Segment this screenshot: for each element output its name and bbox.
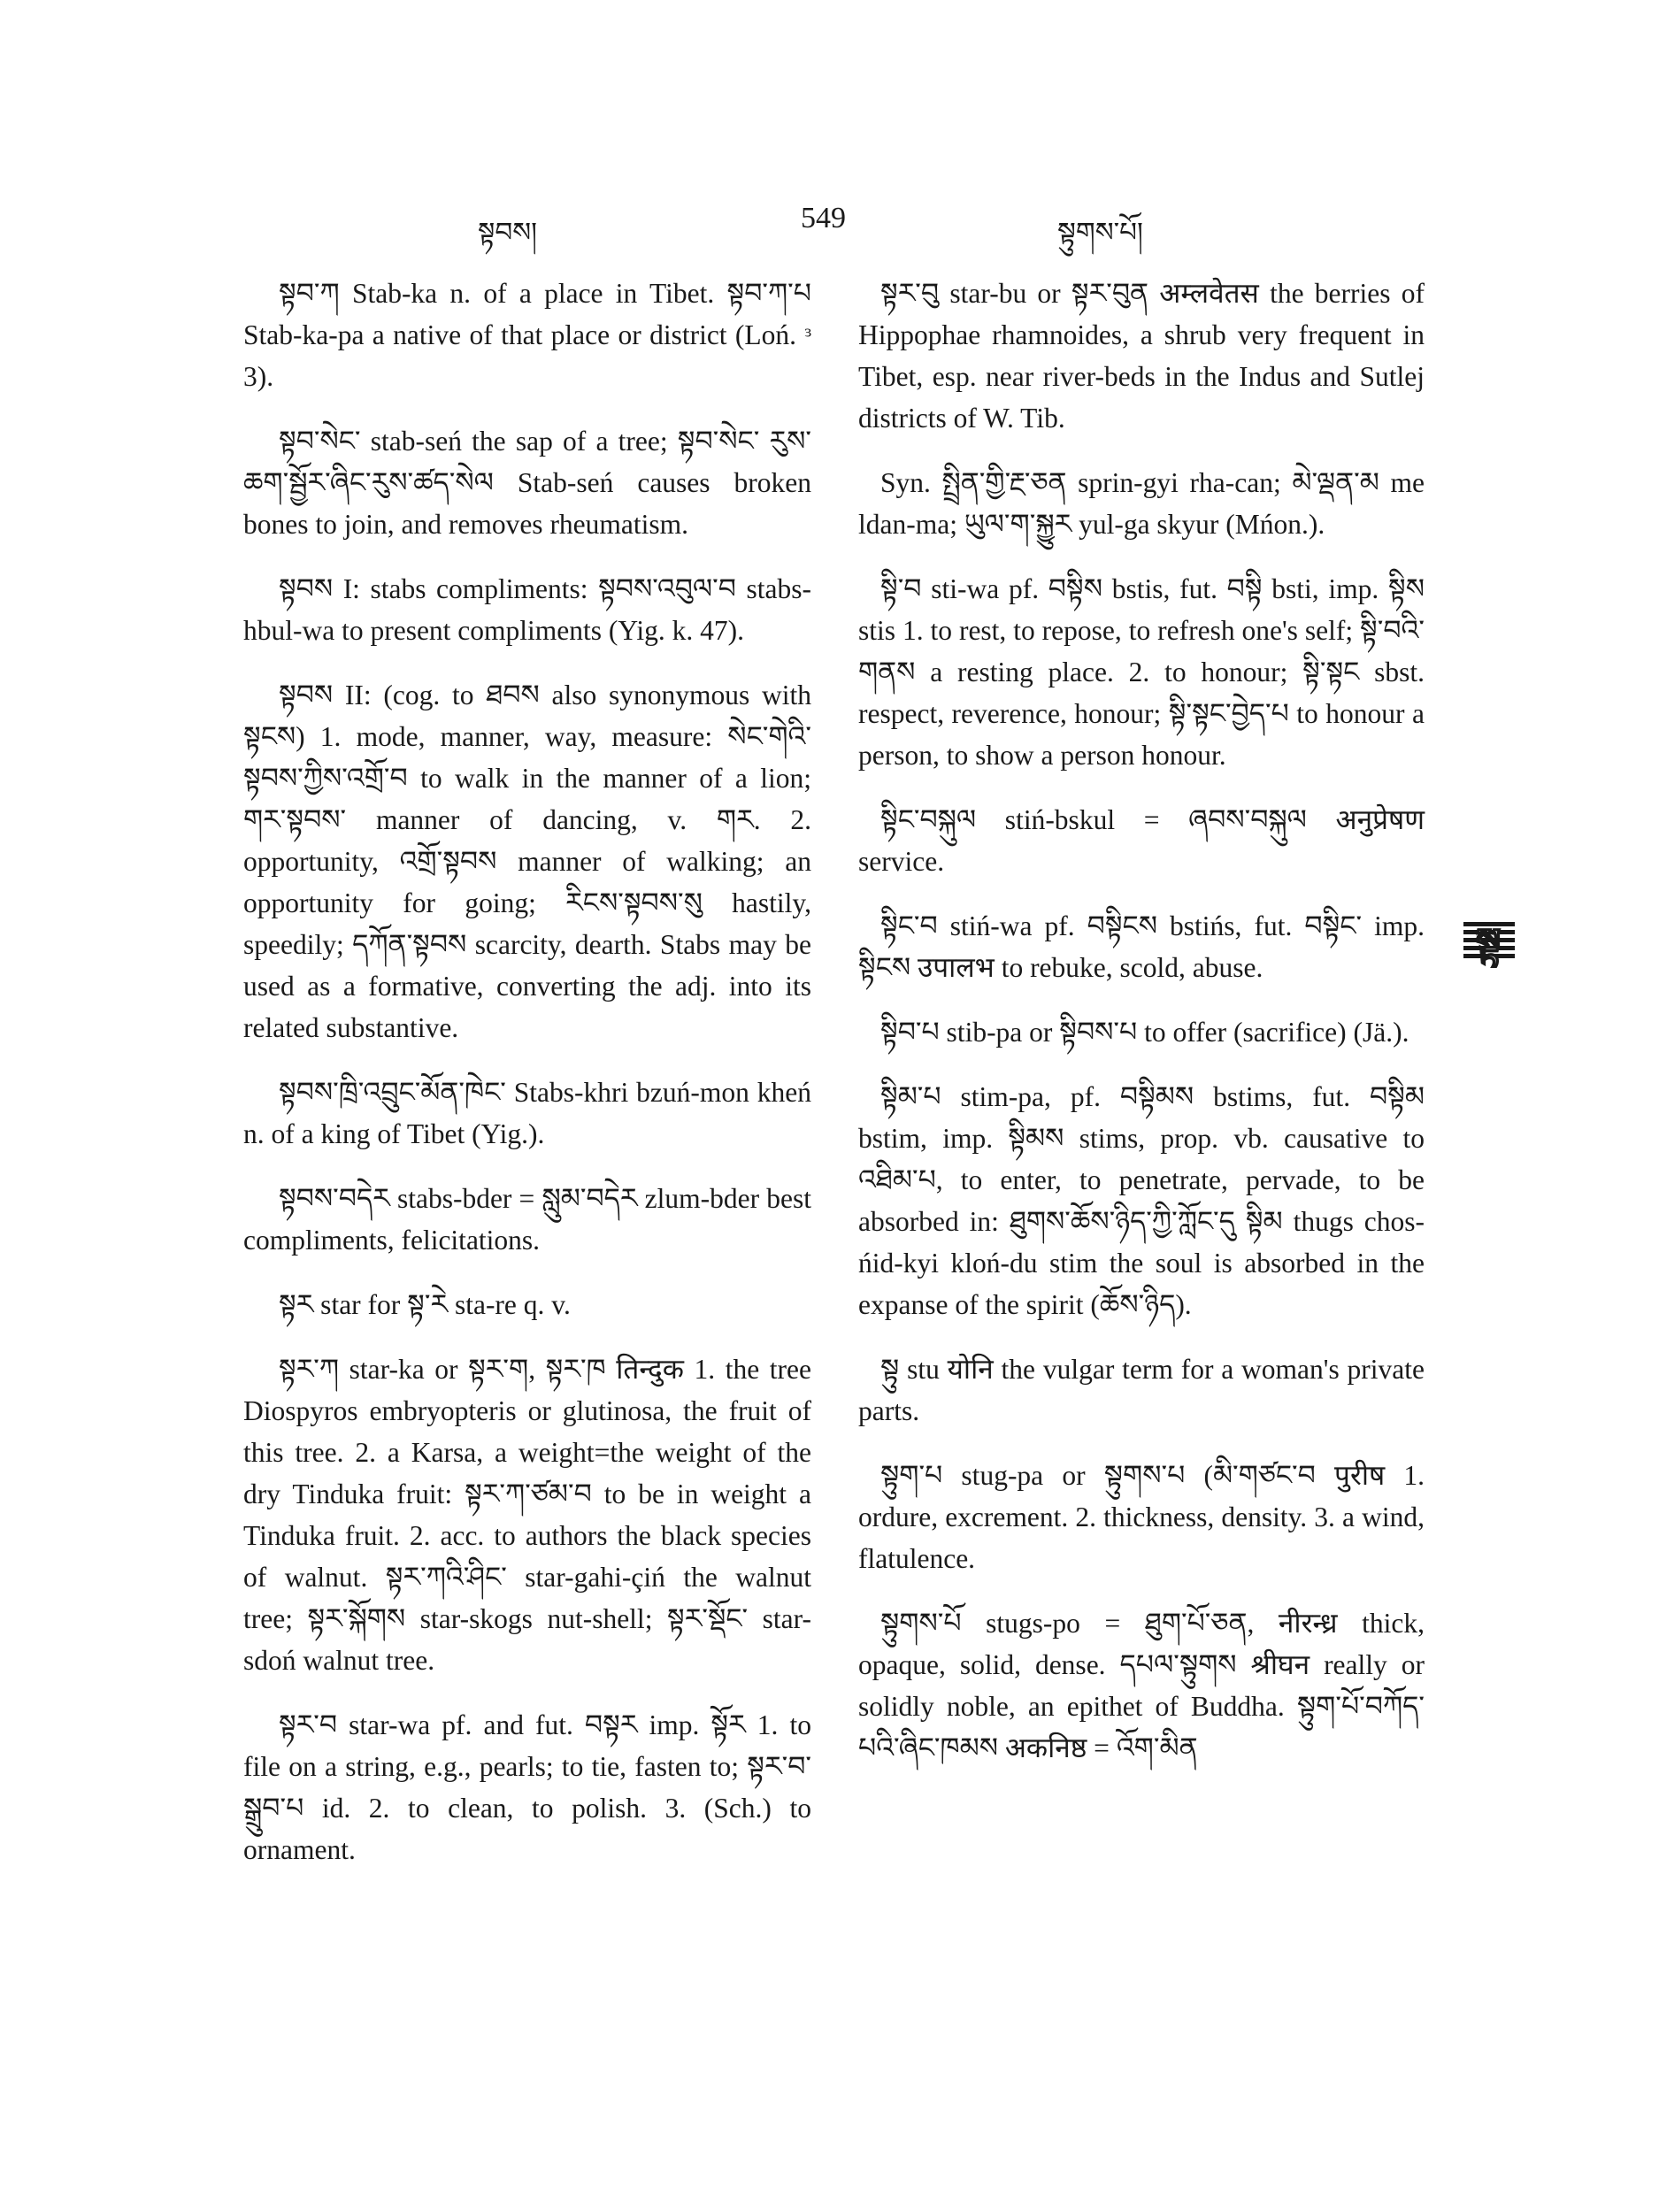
thumb-index-text: སྟ	[1475, 919, 1502, 967]
running-head-left: སྟབས།	[478, 217, 538, 249]
dictionary-entry: སྟབས་ཁྲི་འབྲུང་མོན་ཁེང་ Stabs-khri bzuń-mon kheń n. of a king of Tibet (Yig.).	[243, 1077, 811, 1149]
thumb-index-glyph-icon	[1462, 918, 1518, 968]
dictionary-entry: སྟབ་ཀ Stab-ka n. of a place in Tibet. སྟབ་ཀ་པ Stab-ka-pa a native of that place or district (Loń. ᵌ 3).	[243, 278, 811, 392]
dictionary-entry: སྟི་བ sti-wa pf. བསྟིས bstis, fut. བསྟི bsti, imp. སྟིས stis 1. to rest, to repose, to refresh one's self; སྟི་བའི་གནས a resting place. 2. to honour; སྟི་སྟང sbst. respect, reverence, honour; སྟི་སྟང་བྱེད་པ to honour a person, to show a person honour.	[858, 573, 1425, 771]
page-number: 549	[801, 202, 846, 234]
right-column	[858, 273, 1425, 1792]
dictionary-entry: སྟབ་སེང་ stab-seń the sap of a tree; སྟབ་སེང་ རུས་ཆག་སྦྱོར་ཞིང་རུས་ཚད་སེལ Stab-seń causes broken bones to join, and removes rheumatism.	[243, 426, 811, 540]
dictionary-entry: སྟབས I: stabs compliments: སྟབས་འབུལ་བ stabs-hbul-wa to present compliments (Yig. k. 47).	[243, 573, 811, 646]
dictionary-entry: སྟིམ་པ stim-pa, pf. བསྟིམས bstims, fut. བསྟིམ bstim, imp. སྟིམས stims, prop. vb. causative to འཐིམ་པ, to enter, to penetrate, pervade, to be absorbed in: ཐུགས་ཆོས་ཉིད་ཀྱི་ཀློང་དུ སྟིམ thugs chos-ńid-kyi kloń-du stim the soul is absorbed in the expanse of the spirit (ཆོས་ཉིད).	[858, 1081, 1425, 1320]
dictionary-entry: སྟར་ཀ star-ka or སྟར་ག, སྟར་ཁ तिन्दुक 1. the tree Diospyros embryopteris or glutinosa, the fruit of this tree. 2. a Karsa, a weight=the weight of the dry Tinduka fruit: སྟར་ཀ་ཙམ་བ to be in weight a Tinduka fruit. 2. acc. to authors the black species of walnut. སྟར་ཀའི་ཤིང་ star-gahi-çiń the walnut tree; སྟར་སྐོགས star-skogs nut-shell; སྟར་སྡོང་ star-sdoń walnut tree.	[243, 1354, 811, 1676]
dictionary-entry: སྟབས་བདེར stabs-bder = སླུམ་བདེར zlum-bder best compliments, felicitations.	[243, 1183, 811, 1256]
dictionary-entry: སྟིང་བ stiń-wa pf. བསྟིངས bstińs, fut. བསྟིང་ imp. སྟིངས उपालभ to rebuke, scold, abuse.	[858, 910, 1425, 983]
dictionary-entry: སྟར་བུ star-bu or སྟར་བུན अम्लवेतस the berries of Hippophae rhamnoides, a shrub very frequent in Tibet, esp. near river-beds in the Indus and Sutlej districts of W. Tib.	[858, 278, 1425, 434]
left-column	[243, 273, 811, 1893]
dictionary-entry: སྟིབ་པ stib-pa or སྟིབས་པ to offer (sacrifice) (Jä.).	[880, 1017, 1409, 1048]
dictionary-entry: སྟུག་པ stug-pa or སྟུགས་པ (མི་གཙང་བ पुरीष 1. ordure, excrement. 2. thickness, density. 3. a wind, flatulence.	[858, 1460, 1425, 1574]
dictionary-entry: སྟབས II: (cog. to ཐབས also synonymous with སྟངས) 1. mode, manner, way, measure: སེང་གེའི་སྟབས་ཀྱིས་འགྲོ་བ to walk in the manner of a lion; གར་སྟབས་ manner of dancing, v. གར. 2. opportunity, འགྲོ་སྟབས manner of walking; an opportunity for going; རིངས་སྟབས་སུ hastily, speedily; དཀོན་སྟབས scarcity, dearth. Stabs may be used as a formative, converting the adj. into its related substantive.	[243, 680, 811, 1043]
dictionary-entry: སྟར་བ star-wa pf. and fut. བསྟར imp. སྟོར 1. to file on a string, e.g., pearls; to tie, fasten to; སྟར་བ་སྒྲུབ་པ id. 2. to clean, to polish. 3. (Sch.) to ornament.	[243, 1709, 811, 1865]
dictionary-entry: སྟར star for སྟ་རེ sta-re q. v.	[279, 1289, 571, 1320]
running-head-right: སྟུགས་པོ།	[1057, 217, 1143, 249]
page-header	[0, 202, 1659, 255]
dictionary-entry: སྟུ stu योनि the vulgar term for a woman's private parts.	[858, 1354, 1425, 1426]
dictionary-entry: སྟིང་བསྐུལ stiń-bskul = ཞབས་བསྐུལ अनुप्रेषण service.	[858, 804, 1425, 877]
dictionary-entry: Syn. སྤྲིན་གྱི་རྔ་ཅན sprin-gyi rha-can; མེ་ལྡན་མ me ldan-ma; ཡུལ་ག་སྐྱུར yul-ga skyur (Mńon.).	[858, 467, 1425, 540]
thumb-index-tab	[1462, 918, 1518, 968]
dictionary-entry: སྟུགས་པོ stugs-po = ཐུག་པོ་ཅན, नीरन्ध्र thick, opaque, solid, dense. དཔལ་སྟུགས श्रीघन really or solidly noble, an epithet of Buddha. སྟུག་པོ་བཀོད་པའི་ཞིང་ཁམས अकनिष्ठ = འོག་མིན	[858, 1608, 1425, 1763]
